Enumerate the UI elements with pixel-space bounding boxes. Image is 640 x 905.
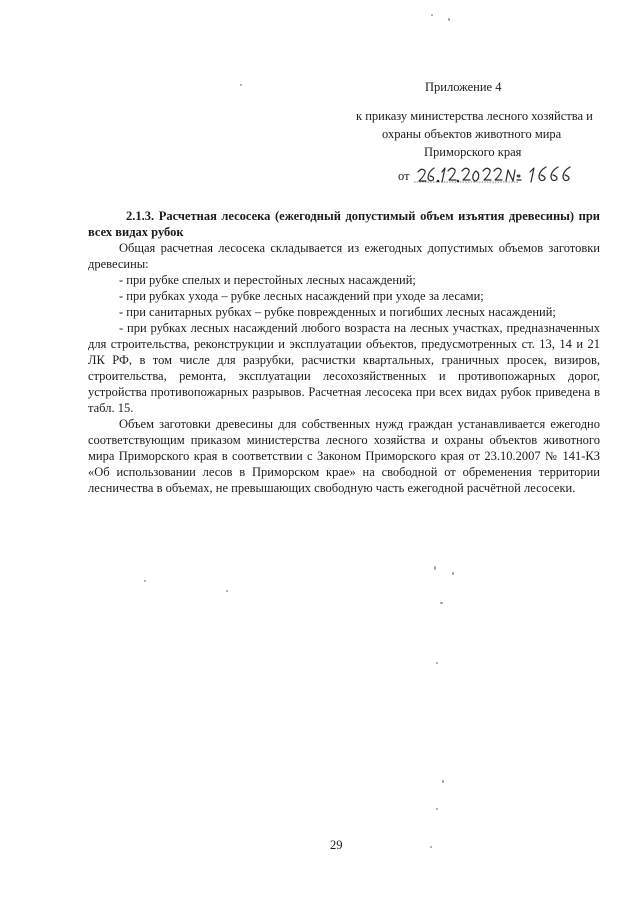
section-heading: 2.1.3. Расчетная лесосека (ежегодный допустимый объем изъятия древесины) при всех видах рубок (88, 209, 600, 239)
scan-speck (431, 14, 433, 16)
scan-speck (434, 566, 436, 570)
scan-speck (440, 602, 443, 604)
order-reference-line-1: к приказу министерства лесного хозяйства и (356, 109, 593, 123)
order-reference-line-3: Приморского края (424, 145, 522, 159)
list-item-maintenance-felling: - при рубках ухода – рубке лесных насаждений при уходе за лесами; (119, 289, 484, 303)
scan-speck (240, 84, 242, 86)
paragraph-own-needs-volume: Объем заготовки древесины для собственных нужд граждан устанавливается ежегодно соответствующим приказом министерства лесного хозяйства и охраны объектов животного мира Приморского края в соответствии с Законом Приморского края от 23.10.2007 № 141-КЗ «Об использовании лесов в Приморском крае» на свободной от обременения территории лесничества в объемах, не превышающих свободную часть ежегодной расчётной лесосеки. (88, 417, 600, 495)
scan-speck (226, 590, 228, 592)
appendix-title: Приложение 4 (425, 80, 502, 94)
page-number: 29 (330, 838, 343, 852)
handwritten-order-date (398, 160, 582, 190)
scan-speck (430, 846, 432, 848)
date-prefix: от (398, 169, 410, 183)
handwritten-signature-image (398, 160, 582, 190)
paragraph-general-cutting: Общая расчетная лесосека складывается из ежегодных допустимых объемов заготовки древесины: (88, 241, 600, 271)
scan-speck (448, 18, 450, 21)
scan-speck (452, 572, 454, 575)
scan-speck (144, 580, 146, 582)
list-item-mature-stands: - при рубке спелых и перестойных лесных насаждений; (119, 273, 416, 287)
section-body (88, 208, 600, 496)
scan-speck (436, 808, 438, 810)
list-item-sanitary-felling: - при санитарных рубках – рубке поврежденных и погибших лесных насаждений; (119, 305, 556, 319)
scan-speck (436, 662, 438, 664)
scan-speck (442, 780, 444, 783)
list-item-construction-felling: - при рубках лесных насаждений любого возраста на лесных участках, предназначенных для строительства, реконструкции и эксплуатации объектов, предусмотренных ст. 13, 14 и 21 ЛК РФ, в том числе для разрубки, расчистки квартальных, граничных просек, визиров, строительства, ремонта, эксплуатации лесохозяйственных и противопожарных дорог, устройства противопожарных разрывов. Расчетная лесосека при всех видах рубок приведена в табл. 15. (88, 321, 600, 415)
order-reference-line-2: охраны объектов животного мира (382, 127, 562, 141)
